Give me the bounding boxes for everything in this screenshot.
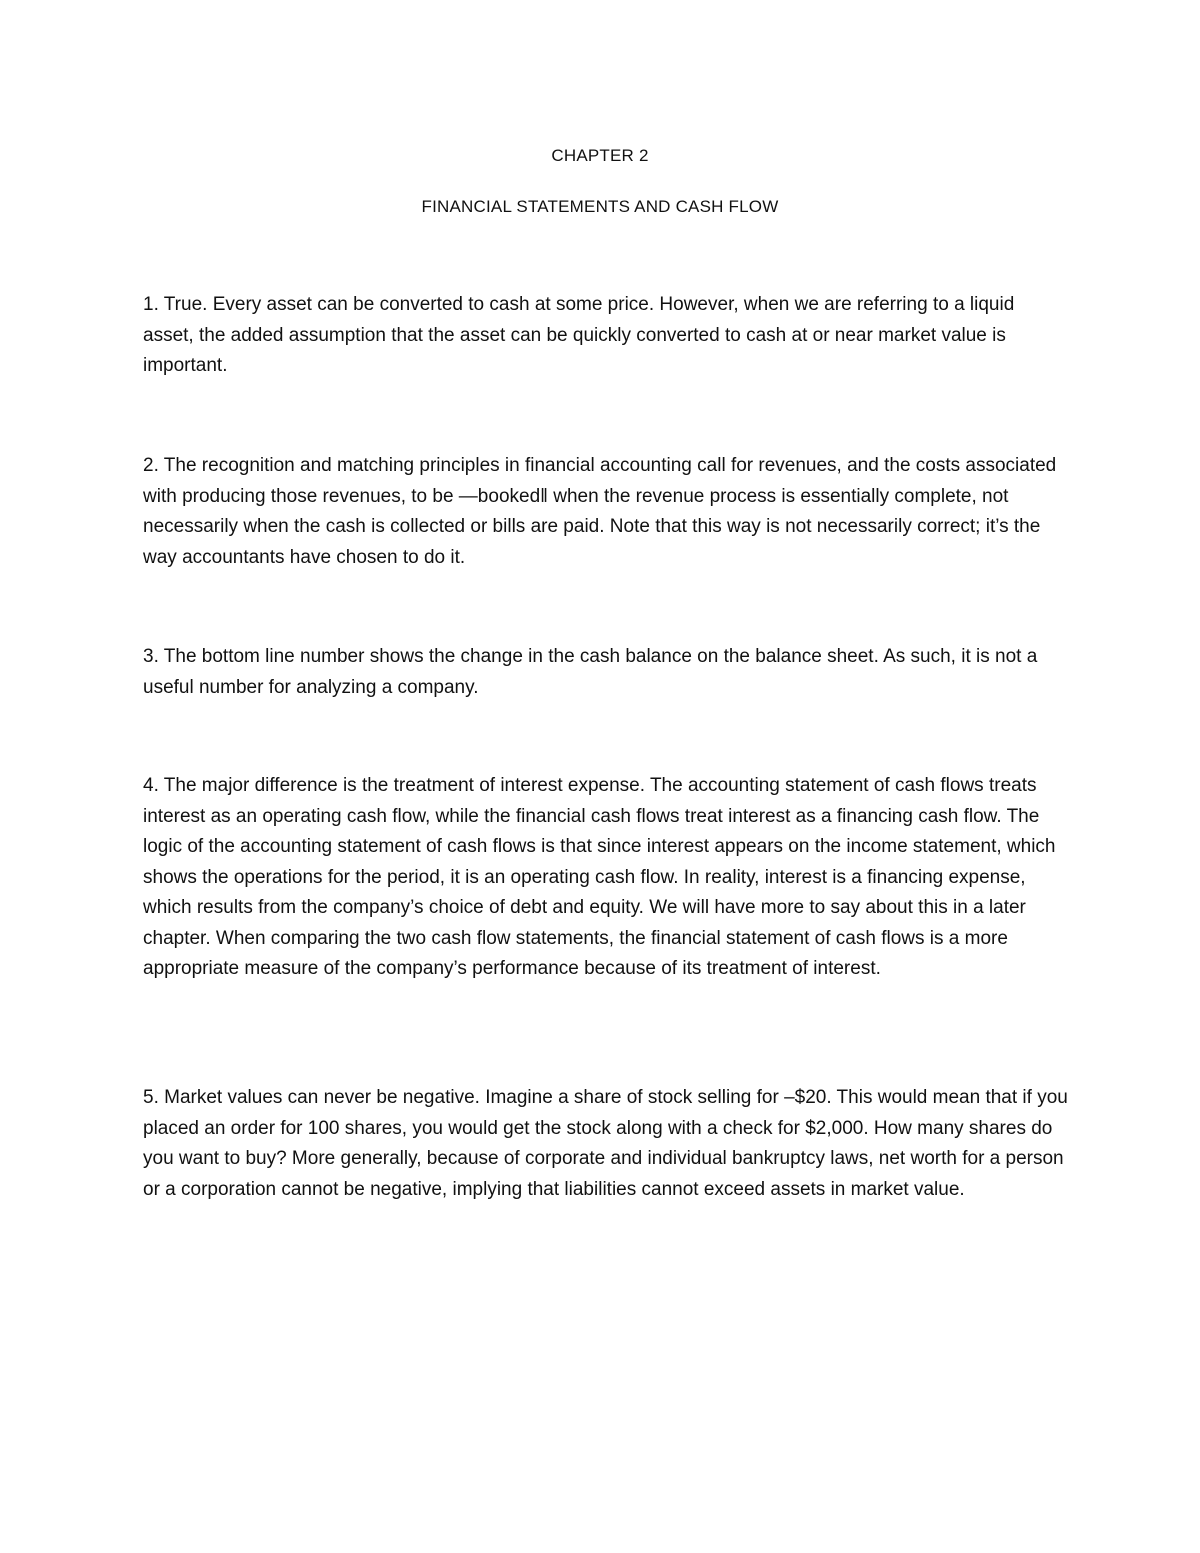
answer-paragraph-5: 5. Market values can never be negative. Imagine a share of stock selling for –$20. This would mean that if you placed an order for 100 shares, you would get the stock along with a check for $2,000. How many shares do you want to buy? More generally, because of corporate and individual bankruptcy laws, net worth for a person or a corporation cannot be negative, implying that liabilities cannot exceed assets in market value. [143, 1087, 1068, 1200]
answer-paragraph-1: 1. True. Every asset can be converted to cash at some price. However, when we are referring to a liquid asset, the added assumption that the asset can be quickly converted to cash at or near market value is important. [143, 294, 1015, 376]
answer-paragraph-2: 2. The recognition and matching principles in financial accounting call for revenues, and the costs associated with producing those revenues, to be ―booked‖ when the revenue process is essentially complete, not necessarily when the cash is collected or bills are paid. Note that this way is not necessarily correct; it’s the way accountants have chosen to do it. [143, 455, 1057, 568]
chapter-title: FINANCIAL STATEMENTS AND CASH FLOW [421, 197, 779, 216]
answer-paragraph-4: 4. The major difference is the treatment of interest expense. The accounting statement of cash flows treats interest as an operating cash flow, while the financial cash flows treat interest as a financing cash flow. The logic of the accounting statement of cash flows is that since interest appears on the income statement, which shows the operations for the period, it is an operating cash flow. In reality, interest is a financing expense, which results from the company’s choice of debt and equity. We will have more to say about this in a later chapter. When comparing the two cash flow statements, the financial statement of cash flows is a more appropriate measure of the company’s performance because of its treatment of interest. [143, 775, 1056, 979]
answer-paragraph-3: 3. The bottom line number shows the change in the cash balance on the balance sheet. As such, it is not a useful number for analyzing a company. [143, 646, 1038, 698]
chapter-heading: CHAPTER 2 [551, 146, 649, 165]
